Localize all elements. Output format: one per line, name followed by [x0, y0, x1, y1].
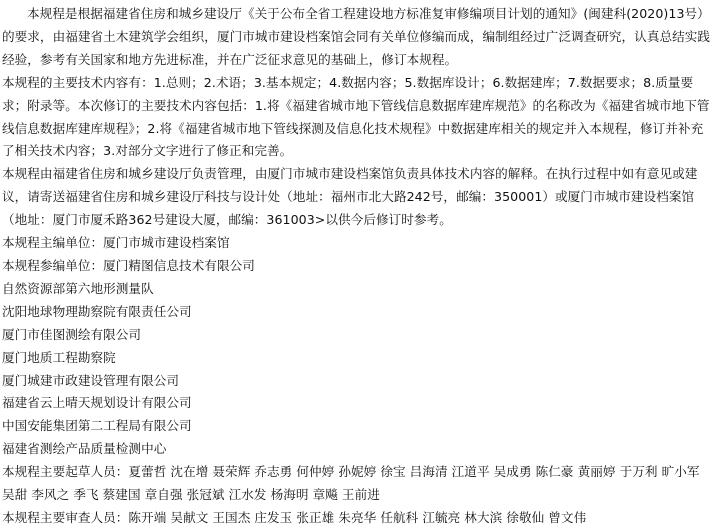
participating-unit: 沈阳地球物理勘察院有限责任公司	[2, 303, 192, 319]
participating-unit: 福建省测绘产品质量检测中心	[2, 441, 167, 457]
participating-unit: 本规程参编单位：厦门精图信息技术有限公司	[2, 257, 255, 273]
paragraph-main-content: 本规程的主要技术内容有：1.总则；2.术语；3.基本规定；4.数据内容；5.数据库设计；6.数据建库；7.数据要求；8.质量要求；附录等。本次修订的主要技术内容包括：1.将《福建省城市地下管线信息数据库建库规范》的名称改为《福建省城市地下管线信息数据库建库规程》；2.将《福建省城市地下管线探测及信息化技术规程》中数据建库相关的规定并入本规程，修订并补充了相关技术内容；3.对部分文字进行了修正和完善。	[2, 74, 710, 159]
paragraph-management: 本规程由福建省住房和城乡建设厅负责管理，由厦门市城市建设档案馆负责具体技术内容的解释。在执行过程中如有意见或建议，请寄送福建省住房和城乡建设厅科技与设计处（地址：福州市北大路242号，邮编：350001）或厦门市城市建设档案馆（地址：厦门市厦禾路362号建设大厦，邮编：361003>以供今后修订时参考。	[2, 166, 698, 228]
reviewers-list: 本规程主要审查人员：陈开端 吴献文 王国杰 庄发玉 张正雄 朱亮华 任航科 江毓亮 林大滨 徐敬仙 曾文伟	[2, 509, 587, 525]
participating-unit: 中国安能集团第二工程局有限公司	[2, 418, 192, 434]
drafters-list: 本规程主要起草人员：夏蕾哲 沈在增 聂荣辉 乔志勇 何仲婷 孙妮婷 徐宝 吕海清 江道平 吴成勇 陈仁豪 黄丽婷 于万利 旷小军 吴甜 李风之 季飞 蔡建国 章自强 张冠斌 江水发 杨海明 章飚 王前进	[2, 464, 700, 503]
participating-unit: 厦门地质工程勘察院	[2, 349, 116, 365]
paragraph-preface: 本规程是根据福建省住房和城乡建设厅《关于公布全省工程建设地方标准复审修编项目计划的通知》(闽建科(2020)13号）的要求，由福建省土木建筑学会组织，厦门市城市建设档案馆会同有关单位修编而成，编制组经过广泛调查研究，认真总结实践经验，参考有关国家和地方先进标准，并在广泛征求意见的基础上，修订本规程。	[2, 6, 711, 67]
participating-unit: 厦门城建市政建设管理有限公司	[2, 372, 180, 388]
chief-editor-unit: 本规程主编单位：厦门市城市建设档案馆	[2, 235, 230, 251]
participating-unit: 自然资源部第六地形测量队	[2, 280, 154, 296]
document-body	[2, 3, 714, 530]
participating-unit: 厦门市佳图测绘有限公司	[2, 326, 142, 342]
participating-unit: 福建省云上晴天规划设计有限公司	[2, 395, 192, 411]
